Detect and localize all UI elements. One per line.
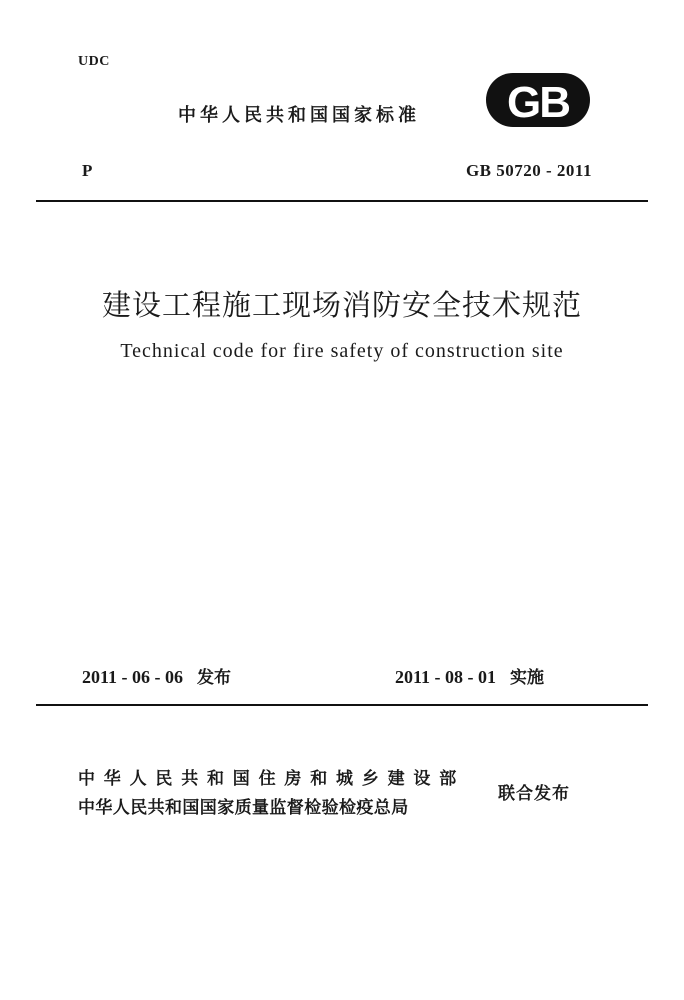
issue-date-block [82, 663, 231, 688]
issue-date: 2011 - 06 - 06 [82, 667, 183, 687]
gb-logo-text: GB [507, 78, 569, 127]
udc-label: UDC [78, 54, 110, 69]
document-title-english: Technical code for fire safety of construction site [120, 340, 564, 362]
joint-issue-label: 联合发布 [498, 784, 570, 804]
classification-code: P [82, 161, 93, 180]
gb-logo-icon [486, 73, 590, 127]
implement-date: 2011 - 08 - 01 [395, 667, 496, 687]
standard-type-heading: 中华人民共和国国家标准 [178, 105, 420, 126]
top-divider [36, 200, 648, 202]
implement-label: 实施 [510, 668, 544, 688]
document-title-chinese: 建设工程施工现场消防安全技术规范 [101, 288, 582, 322]
issuer-aqsiq: 中华人民共和国国家质量监督检验检疫总局 [78, 798, 409, 818]
bottom-divider [36, 704, 648, 706]
implement-date-block [395, 663, 544, 688]
issuer-ministry-housing: 中华人民共和国住房和城乡建设部 [78, 769, 465, 789]
standard-number: GB 50720 - 2011 [465, 161, 592, 180]
issue-label: 发布 [197, 668, 231, 688]
